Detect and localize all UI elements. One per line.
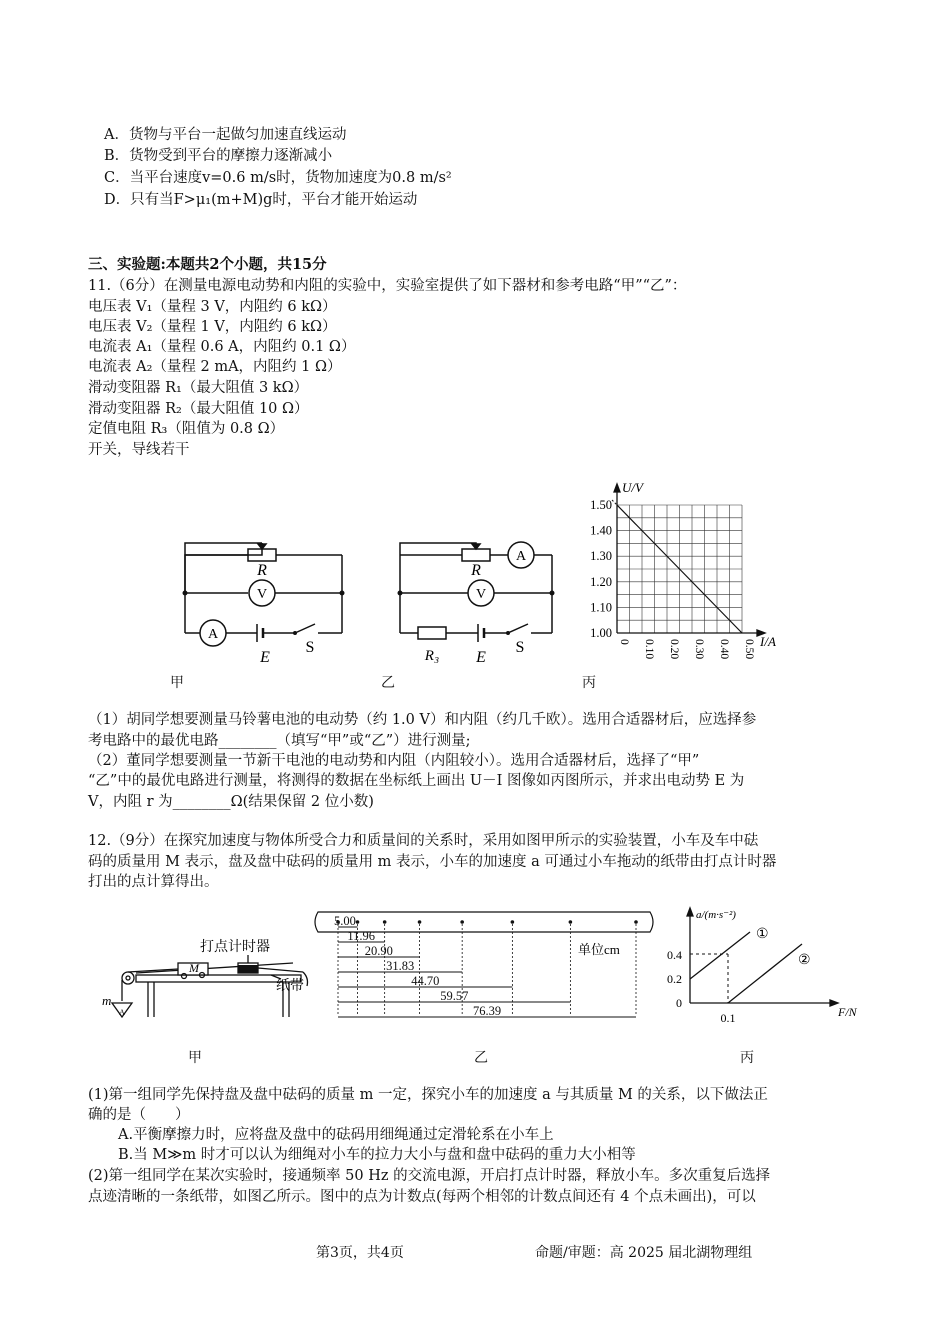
fig-label-bing: 丙	[740, 1050, 754, 1066]
tape-distance-label: 59.57	[440, 989, 469, 1003]
q11-part2-line3: V，内阻 r 为________Ω(结果保留 2 位小数)	[88, 794, 374, 810]
line-label-2: ②	[798, 953, 811, 968]
i-tick-label: 0.40	[718, 639, 730, 660]
u-tick-label: 1.40	[590, 523, 612, 538]
cart-label-m: M	[189, 961, 199, 975]
tape-dot	[634, 920, 638, 924]
f-axis-label: F/N	[838, 1005, 857, 1019]
q10-option-b: B．货物受到平台的摩擦力逐渐减小	[104, 148, 333, 164]
u-i-graph	[574, 478, 794, 668]
footer-author: 命题/审题：高 2025 届北湖物理组	[535, 1245, 753, 1261]
q12-part2-line1: (2)第一组同学在某次实验时，接通频率 50 Hz 的交流电源，开启打点计时器，释放小车。多次重复后选择	[88, 1168, 771, 1184]
a-axis-label: a/(m·s⁻²)	[696, 909, 736, 921]
circuit-label-r3: R₃	[424, 648, 440, 664]
q12-part1-line2: 确的是（ ）	[88, 1107, 190, 1123]
equipment-item: 滑动变阻器 R₂（最大阻值 10 Ω）	[88, 401, 309, 417]
equipment-item: 定值电阻 R₃（阻值为 0.8 Ω）	[88, 421, 285, 437]
tape-dot	[569, 920, 573, 924]
fig-label-yi: 乙	[474, 1050, 488, 1066]
circuit-label-r: R	[257, 562, 267, 579]
circuit-jia-diagram	[170, 520, 360, 670]
i-tick-label: 0.10	[643, 639, 655, 660]
equipment-item: 电压表 V₂（量程 1 V，内阻约 6 kΩ）	[88, 319, 337, 335]
equipment-item: 电流表 A₁（量程 0.6 A，内阻约 0.1 Ω）	[88, 339, 356, 355]
a-tick: 0.2	[667, 972, 682, 986]
fig-label-yi: 乙	[381, 675, 395, 691]
tray-label-m: m	[102, 993, 112, 1008]
equipment-item: 电压表 V₁（量程 3 V，内阻约 6 kΩ）	[88, 299, 337, 315]
a-tick: 0.4	[667, 948, 682, 962]
ammeter-symbol: A	[207, 627, 219, 642]
q11-part1-line2: 考电路中的最优电路________（填写“甲”或“乙”）进行测量;	[88, 733, 471, 749]
a-tick: 0	[676, 996, 682, 1010]
circuit-label-r: R	[471, 562, 481, 579]
tape-distance-label: 20.90	[364, 944, 393, 958]
q11-part2-line2: “乙”中的最优电路进行测量，将测得的数据在坐标纸上画出 U－I 图像如丙图所示，并求出电动势 E 为	[88, 773, 745, 789]
u-tick-label: 1.20	[590, 574, 612, 589]
fig-label-bing: 丙	[582, 675, 596, 691]
tape-dot	[460, 920, 464, 924]
fig-label-jia: 甲	[170, 675, 184, 691]
q12-part1-line1: (1)第一组同学先保持盘及盘中砝码的质量 m 一定，探究小车的加速度 a 与其质量 M 的关系，以下做法正	[88, 1087, 768, 1103]
q12-part2-line2: 点迹清晰的一条纸带，如图乙所示。图中的点为计数点(每两个相邻的计数点间还有 4 个点未画出)，可以	[88, 1189, 756, 1205]
i-tick-label: 0.30	[693, 639, 705, 660]
ammeter-symbol: A	[515, 549, 527, 564]
tape-dot	[511, 920, 515, 924]
i-tick-label: 0	[618, 639, 630, 645]
tape-dot	[383, 920, 387, 924]
u-tick-label: 1.00	[590, 626, 612, 640]
paper-tape-diagram	[310, 902, 660, 1030]
tape-distance-label: 5.00	[334, 914, 356, 928]
circuit-label-e: E	[260, 649, 270, 666]
line-label-1: ①	[756, 927, 769, 942]
f-tick: 0.1	[720, 1011, 736, 1025]
a-f-graph	[662, 902, 862, 1030]
voltmeter-symbol: V	[256, 587, 268, 602]
q12-stem-line1: 12.（9分）在探究加速度与物体所受合力和质量间的关系时，采用如图甲所示的实验装置，小车及车中砝	[88, 833, 759, 849]
q12-stem-line3: 打出的点计算得出。	[88, 874, 219, 890]
q10-option-d: D．只有当F>μ₁(m+M)g时，平台才能开始运动	[104, 192, 418, 208]
equipment-item: 开关，导线若干	[88, 442, 190, 458]
circuit-label-s: S	[515, 639, 525, 656]
u-tick-label: 1.10	[590, 600, 612, 615]
q10-option-a: A．货物与平台一起做匀加速直线运动	[104, 127, 347, 143]
i-tick-label: 0.20	[668, 639, 680, 660]
timer-label: 打点计时器	[200, 940, 270, 955]
q10-option-c: C．当平台速度v=0.6 m/s时，货物加速度为0.8 m/s²	[104, 170, 452, 186]
experiment-apparatus	[98, 935, 318, 1030]
equipment-item: 电流表 A₂（量程 2 mA，内阻约 1 Ω）	[88, 359, 342, 375]
tape-unit-label: 单位cm	[578, 942, 620, 957]
circuit-label-e: E	[476, 649, 486, 666]
i-axis-label: I/A	[760, 634, 776, 649]
tape-distance-label: 76.39	[473, 1004, 502, 1018]
fig-label-jia: 甲	[188, 1050, 202, 1066]
circuit-yi-diagram	[388, 520, 568, 670]
q11-part1-line1: （1）胡同学想要测量马铃薯电池的电动势（约 1.0 V）和内阻（约几千欧）。选用合适器材后，应选择参	[88, 712, 757, 728]
tape-dot	[418, 920, 422, 924]
voltmeter-symbol: V	[475, 587, 487, 602]
q11-stem: 11.（6分）在测量电源电动势和内阻的实验中，实验室提供了如下器材和参考电路“甲”“乙”：	[88, 278, 687, 294]
q12-option-a: A.平衡摩擦力时，应将盘及盘中的砝码用细绳通过定滑轮系在小车上	[118, 1127, 554, 1143]
tape-dot	[356, 920, 360, 924]
u-tick-label: 1.30	[590, 549, 612, 564]
u-axis-label: U/V	[622, 480, 643, 495]
q12-option-b: B.当 M≫m 时才可以认为细绳对小车的拉力大小与盘和盘中砝码的重力大小相等	[118, 1147, 636, 1163]
circuit-label-s: S	[305, 639, 315, 656]
q11-part2-line1: （2）董同学想要测量一节新干电池的电动势和内阻（内阻较小）。选用合适器材后，选择了“甲”	[88, 753, 700, 769]
tape-distance-label: 44.70	[411, 974, 440, 988]
tape-label: 纸带	[276, 979, 304, 994]
equipment-item: 滑动变阻器 R₁（最大阻值 3 kΩ）	[88, 380, 309, 396]
i-tick-label: 0.50	[743, 639, 755, 660]
tray-weight-a: A	[119, 1008, 125, 1017]
q12-stem-line2: 码的质量用 M 表示，盘及盘中砝码的质量用 m 表示，小车的加速度 a 可通过小车拖动的纸带由打点计时器	[88, 854, 777, 870]
u-tick-label: 1.50	[590, 498, 612, 512]
tape-distance-label: 31.83	[386, 959, 415, 973]
page-number: 第3页，共4页	[316, 1245, 404, 1261]
tape-distance-label: 11.96	[347, 929, 376, 943]
section3-title: 三、实验题:本题共2个小题，共15分	[88, 256, 327, 273]
